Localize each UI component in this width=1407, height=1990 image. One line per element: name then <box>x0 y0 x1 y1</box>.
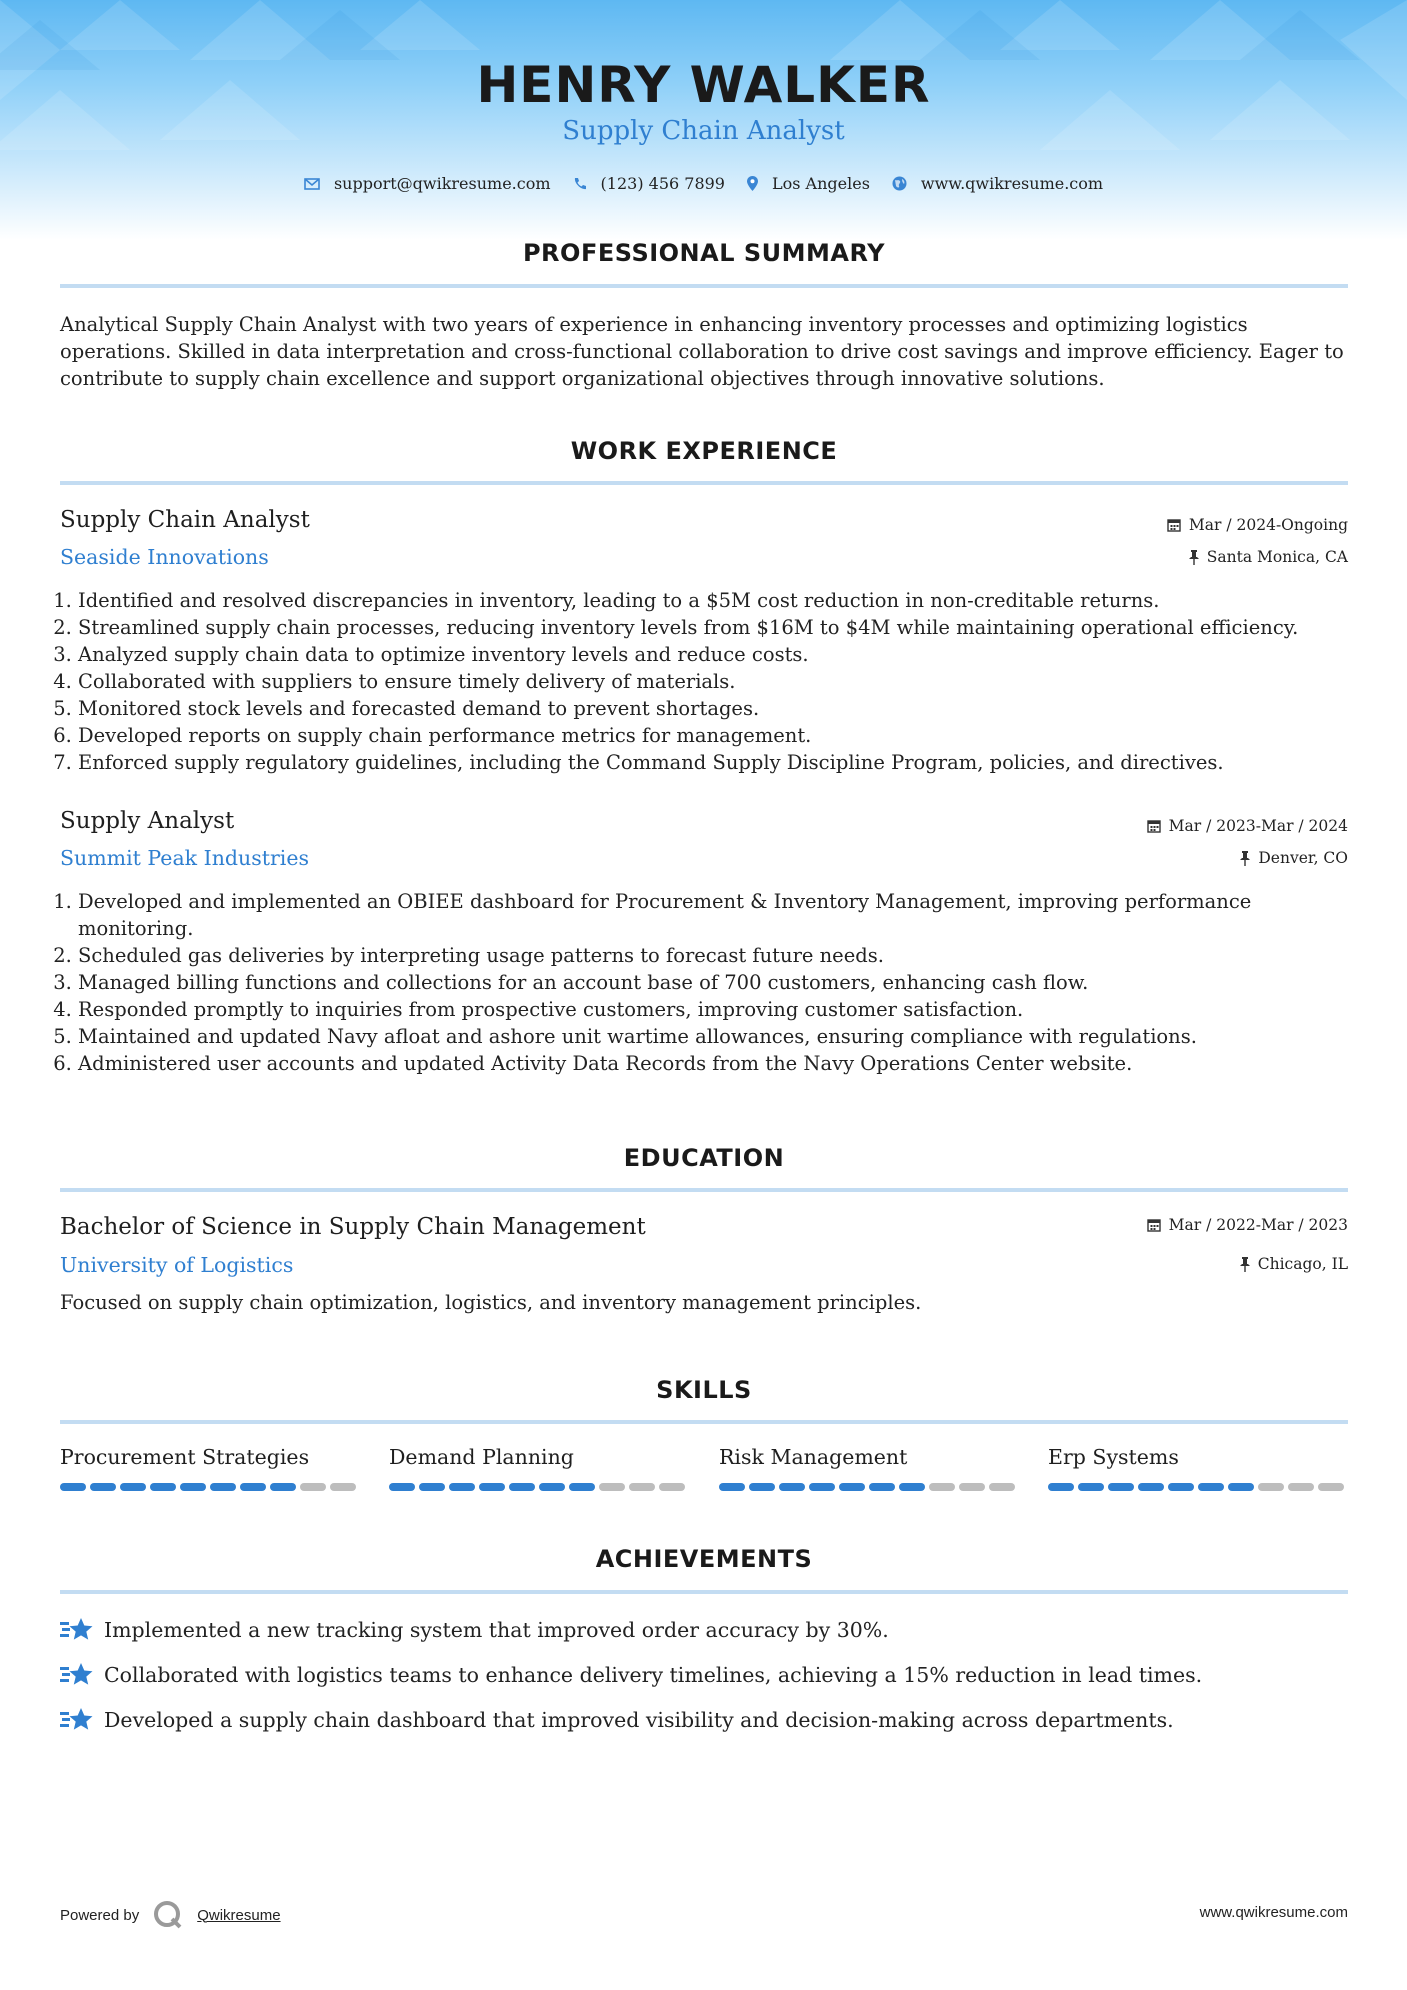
skill-dot-empty <box>599 1483 625 1491</box>
skill-item <box>60 1445 360 1491</box>
skill-dot-empty <box>330 1483 356 1491</box>
skill-dot-empty <box>929 1483 955 1491</box>
skill-dot-filled <box>150 1483 176 1491</box>
achievement-text: Developed a supply chain dashboard that improved visibility and decision-making across departments. <box>104 1708 1174 1732</box>
summary-text: Analytical Supply Chain Analyst with two years of experience in enhancing inventory processes and optimizing logistics operations. Skilled in data interpretation and cross-functional collaboration to drive cost savings and improve efficiency. Eager to contribute to supply chain excellence and support organizational objectives through innovative solutions. <box>60 313 1344 390</box>
skill-dot-filled <box>1168 1483 1194 1491</box>
skill-dot-filled <box>449 1483 475 1491</box>
skill-dot-empty <box>959 1483 985 1491</box>
summary-heading: PROFESSIONAL SUMMARY <box>522 239 886 267</box>
skill-level-bar <box>389 1483 689 1491</box>
skill-level-bar <box>1048 1483 1348 1491</box>
location-text: Los Angeles <box>771 174 870 193</box>
achievement-item <box>60 1706 1174 1734</box>
skill-dot-filled <box>1108 1483 1134 1491</box>
school-name: University of Logistics <box>60 1253 294 1277</box>
skill-dot-filled <box>539 1483 565 1491</box>
skill-dot-filled <box>180 1483 206 1491</box>
experience-divider <box>60 481 1348 485</box>
powered-by-label: Powered by <box>60 1906 140 1924</box>
education-location <box>1240 1255 1348 1273</box>
skill-dot-filled <box>749 1483 775 1491</box>
job-location <box>1240 849 1348 867</box>
phone-text: (123) 456 7899 <box>600 174 725 193</box>
education-description: Focused on supply chain optimization, logistics, and inventory management principles. <box>60 1291 922 1314</box>
skill-dot-filled <box>1198 1483 1224 1491</box>
globe-icon <box>892 176 907 191</box>
skill-dot-empty <box>1258 1483 1284 1491</box>
list-item: 3. Analyzed supply chain data to optimize inventory levels and reduce costs. <box>78 641 1368 668</box>
skill-level-bar <box>719 1483 1019 1491</box>
summary-divider <box>60 284 1348 288</box>
pushpin-icon <box>1240 1257 1250 1272</box>
job-location <box>1189 548 1348 566</box>
email-text: support@qwikresume.com <box>333 174 551 193</box>
skill-level-bar <box>60 1483 360 1491</box>
star-icon <box>60 1661 94 1689</box>
skill-dot-filled <box>270 1483 296 1491</box>
job-title: Supply Analyst <box>60 808 235 834</box>
achievements-divider <box>60 1590 1348 1594</box>
list-item: 1. Identified and resolved discrepancies in inventory, leading to a $5M cost reduction in non-creditable returns. <box>78 587 1368 614</box>
skill-dot-filled <box>120 1483 146 1491</box>
skill-dot-filled <box>779 1483 805 1491</box>
skill-dot-filled <box>90 1483 116 1491</box>
skill-item <box>719 1445 1019 1491</box>
skill-dot-filled <box>479 1483 505 1491</box>
calendar-icon <box>1147 1218 1161 1232</box>
skill-dot-filled <box>60 1483 86 1491</box>
skill-dot-filled <box>899 1483 925 1491</box>
star-icon <box>60 1616 94 1644</box>
phone-icon <box>573 177 587 191</box>
skill-dot-filled <box>1078 1483 1104 1491</box>
list-item: 6. Developed reports on supply chain performance metrics for management. <box>78 722 1368 749</box>
skill-dot-filled <box>1138 1483 1164 1491</box>
experience-heading: WORK EXPERIENCE <box>570 437 838 465</box>
skill-dot-filled <box>419 1483 445 1491</box>
contact-email[interactable] <box>304 174 551 193</box>
candidate-name: HENRY WALKER <box>476 56 931 114</box>
skill-dot-filled <box>869 1483 895 1491</box>
map-pin-icon <box>747 176 758 191</box>
skill-item <box>389 1445 689 1491</box>
skill-dot-filled <box>210 1483 236 1491</box>
skill-dot-empty <box>300 1483 326 1491</box>
education-location-text: Chicago, IL <box>1257 1255 1348 1273</box>
job-dates-text: Mar / 2023-Mar / 2024 <box>1168 817 1348 835</box>
list-item: 5. Monitored stock levels and forecasted demand to prevent shortages. <box>78 695 1368 722</box>
list-item: 7. Enforced supply regulatory guidelines, including the Command Supply Discipline Program, policies, and directives. <box>78 749 1368 776</box>
skill-dot-filled <box>1228 1483 1254 1491</box>
job-dates <box>1167 516 1348 534</box>
skill-dot-empty <box>629 1483 655 1491</box>
achievement-text: Implemented a new tracking system that improved order accuracy by 30%. <box>104 1618 889 1642</box>
job-bullets <box>60 587 1368 776</box>
footer-powered-by <box>60 1900 281 1930</box>
list-item: 1. Developed and implemented an OBIEE dashboard for Procurement & Inventory Management, improving performance monitoring. <box>78 888 1368 942</box>
skill-dot-filled <box>389 1483 415 1491</box>
skill-name: Demand Planning <box>389 1445 574 1469</box>
job-dates-text: Mar / 2024-Ongoing <box>1188 516 1348 534</box>
list-item: 5. Maintained and updated Navy afloat and ashore unit wartime allowances, ensuring compliance with regulations. <box>78 1023 1368 1050</box>
skill-dot-empty <box>1288 1483 1314 1491</box>
envelope-icon <box>304 178 320 190</box>
job-bullets <box>60 888 1368 1077</box>
education-heading: EDUCATION <box>623 1144 785 1172</box>
job-title: Supply Chain Analyst <box>60 507 310 533</box>
star-icon <box>60 1706 94 1734</box>
footer-website[interactable]: www.qwikresume.com <box>1199 1904 1348 1921</box>
list-item: 3. Managed billing functions and collections for an account base of 700 customers, enhancing cash flow. <box>78 969 1368 996</box>
contact-bar <box>0 174 1407 193</box>
pushpin-icon <box>1189 550 1199 565</box>
skill-name: Erp Systems <box>1048 1445 1179 1469</box>
list-item: 4. Collaborated with suppliers to ensure timely delivery of materials. <box>78 668 1368 695</box>
skill-dot-filled <box>839 1483 865 1491</box>
skill-dot-filled <box>569 1483 595 1491</box>
job-location-text: Santa Monica, CA <box>1206 548 1348 566</box>
list-item: 2. Streamlined supply chain processes, reducing inventory levels from $16M to $4M while maintaining operational efficiency. <box>78 614 1368 641</box>
contact-phone[interactable] <box>573 174 725 193</box>
achievements-heading: ACHIEVEMENTS <box>595 1545 813 1573</box>
qwikresume-link[interactable]: Qwikresume <box>197 1906 281 1924</box>
job-company: Seaside Innovations <box>60 545 269 569</box>
list-item: 4. Responded promptly to inquiries from prospective customers, improving customer satisfaction. <box>78 996 1368 1023</box>
skill-dot-empty <box>659 1483 685 1491</box>
list-item: 6. Administered user accounts and updated Activity Data Records from the Navy Operations Center website. <box>78 1050 1368 1077</box>
skill-dot-filled <box>240 1483 266 1491</box>
job-location-text: Denver, CO <box>1258 849 1348 867</box>
skill-dot-filled <box>1048 1483 1074 1491</box>
degree-title: Bachelor of Science in Supply Chain Management <box>60 1214 646 1240</box>
calendar-icon <box>1147 819 1161 833</box>
job-dates <box>1147 817 1348 835</box>
pushpin-icon <box>1240 851 1250 866</box>
skill-dot-filled <box>809 1483 835 1491</box>
education-divider <box>60 1188 1348 1192</box>
skill-name: Risk Management <box>719 1445 908 1469</box>
skill-dot-filled <box>719 1483 745 1491</box>
job-company: Summit Peak Industries <box>60 846 309 870</box>
qwikresume-logo-icon <box>153 1900 183 1930</box>
website-text: www.qwikresume.com <box>920 174 1104 193</box>
skills-divider <box>60 1420 1348 1424</box>
skill-item <box>1048 1445 1348 1491</box>
achievement-text: Collaborated with logistics teams to enhance delivery timelines, achieving a 15% reduction in lead times. <box>104 1663 1203 1687</box>
skill-dot-filled <box>509 1483 535 1491</box>
candidate-title: Supply Chain Analyst <box>562 116 845 146</box>
skill-dot-empty <box>1318 1483 1344 1491</box>
skills-heading: SKILLS <box>656 1376 752 1404</box>
contact-location <box>747 174 870 193</box>
list-item: 2. Scheduled gas deliveries by interpreting usage patterns to forecast future needs. <box>78 942 1368 969</box>
education-dates-text: Mar / 2022-Mar / 2023 <box>1168 1216 1348 1234</box>
calendar-icon <box>1167 518 1181 532</box>
achievement-item <box>60 1661 1202 1689</box>
education-dates <box>1147 1216 1348 1234</box>
achievement-item <box>60 1616 889 1644</box>
contact-website[interactable] <box>892 174 1103 193</box>
skill-name: Procurement Strategies <box>60 1445 310 1469</box>
skill-dot-empty <box>989 1483 1015 1491</box>
